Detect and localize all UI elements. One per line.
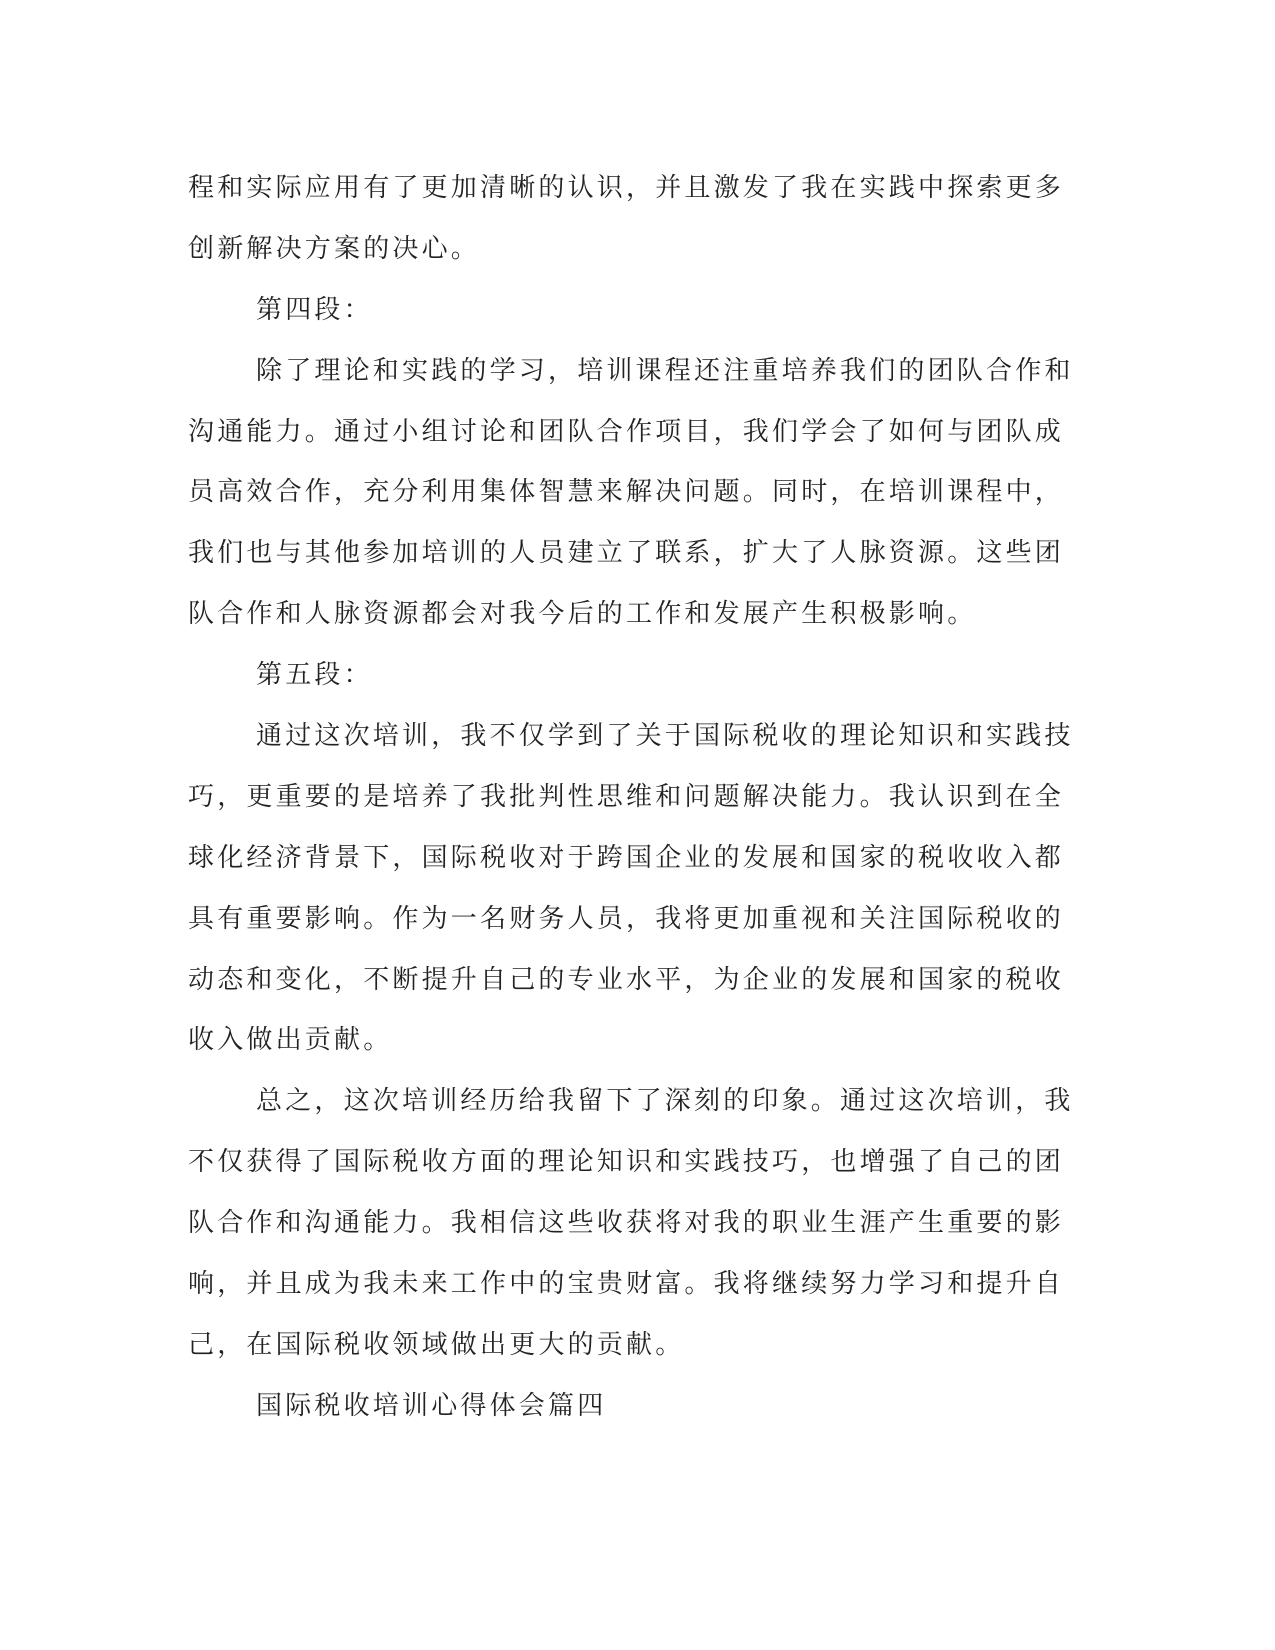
document-body bbox=[188, 158, 1074, 1437]
paragraph-line: 除了理论和实践的学习，培训课程还注重培养我们的团队合作和 bbox=[256, 355, 1074, 386]
paragraph-line: 具有重要影响。作为一名财务人员，我将更加重视和关注国际税收的 bbox=[188, 903, 1065, 934]
paragraph-line: 创新解决方案的决心。 bbox=[188, 233, 481, 264]
paragraph-line: 球化经济背景下，国际税收对于跨国企业的发展和国家的税收收入都 bbox=[188, 842, 1065, 873]
paragraph-line: 响，并且成为我未来工作中的宝贵财富。我将继续努力学习和提升自 bbox=[188, 1269, 1065, 1300]
section-heading: 第五段： bbox=[256, 660, 373, 691]
paragraph-line: 沟通能力。通过小组讨论和团队合作项目，我们学会了如何与团队成 bbox=[188, 416, 1065, 447]
paragraph-line: 队合作和人脉资源都会对我今后的工作和发展产生积极影响。 bbox=[188, 599, 977, 630]
paragraph-line: 己，在国际税收领域做出更大的贡献。 bbox=[188, 1329, 685, 1360]
paragraph-line: 总之，这次培训经历给我留下了深刻的印象。通过这次培训，我 bbox=[256, 1086, 1074, 1117]
section-title: 国际税收培训心得体会篇四 bbox=[256, 1390, 607, 1421]
paragraph-line: 不仅获得了国际税收方面的理论知识和实践技巧，也增强了自己的团 bbox=[188, 1147, 1065, 1178]
paragraph-line: 我们也与其他参加培训的人员建立了联系，扩大了人脉资源。这些团 bbox=[188, 538, 1065, 569]
paragraph-line: 队合作和沟通能力。我相信这些收获将对我的职业生涯产生重要的影 bbox=[188, 1208, 1065, 1239]
paragraph-line: 通过这次培训，我不仅学到了关于国际税收的理论知识和实践技 bbox=[256, 721, 1074, 752]
paragraph-line: 巧，更重要的是培养了我批判性思维和问题解决能力。我认识到在全 bbox=[188, 781, 1065, 812]
paragraph-line: 程和实际应用有了更加清晰的认识，并且激发了我在实践中探索更多 bbox=[188, 173, 1065, 203]
paragraph-line: 动态和变化，不断提升自己的专业水平，为企业的发展和国家的税收 bbox=[188, 964, 1065, 995]
paragraph-line: 员高效合作，充分利用集体智慧来解决问题。同时，在培训课程中， bbox=[188, 477, 1065, 508]
paragraph-line: 收入做出贡献。 bbox=[188, 1025, 393, 1056]
section-heading: 第四段： bbox=[256, 294, 373, 325]
